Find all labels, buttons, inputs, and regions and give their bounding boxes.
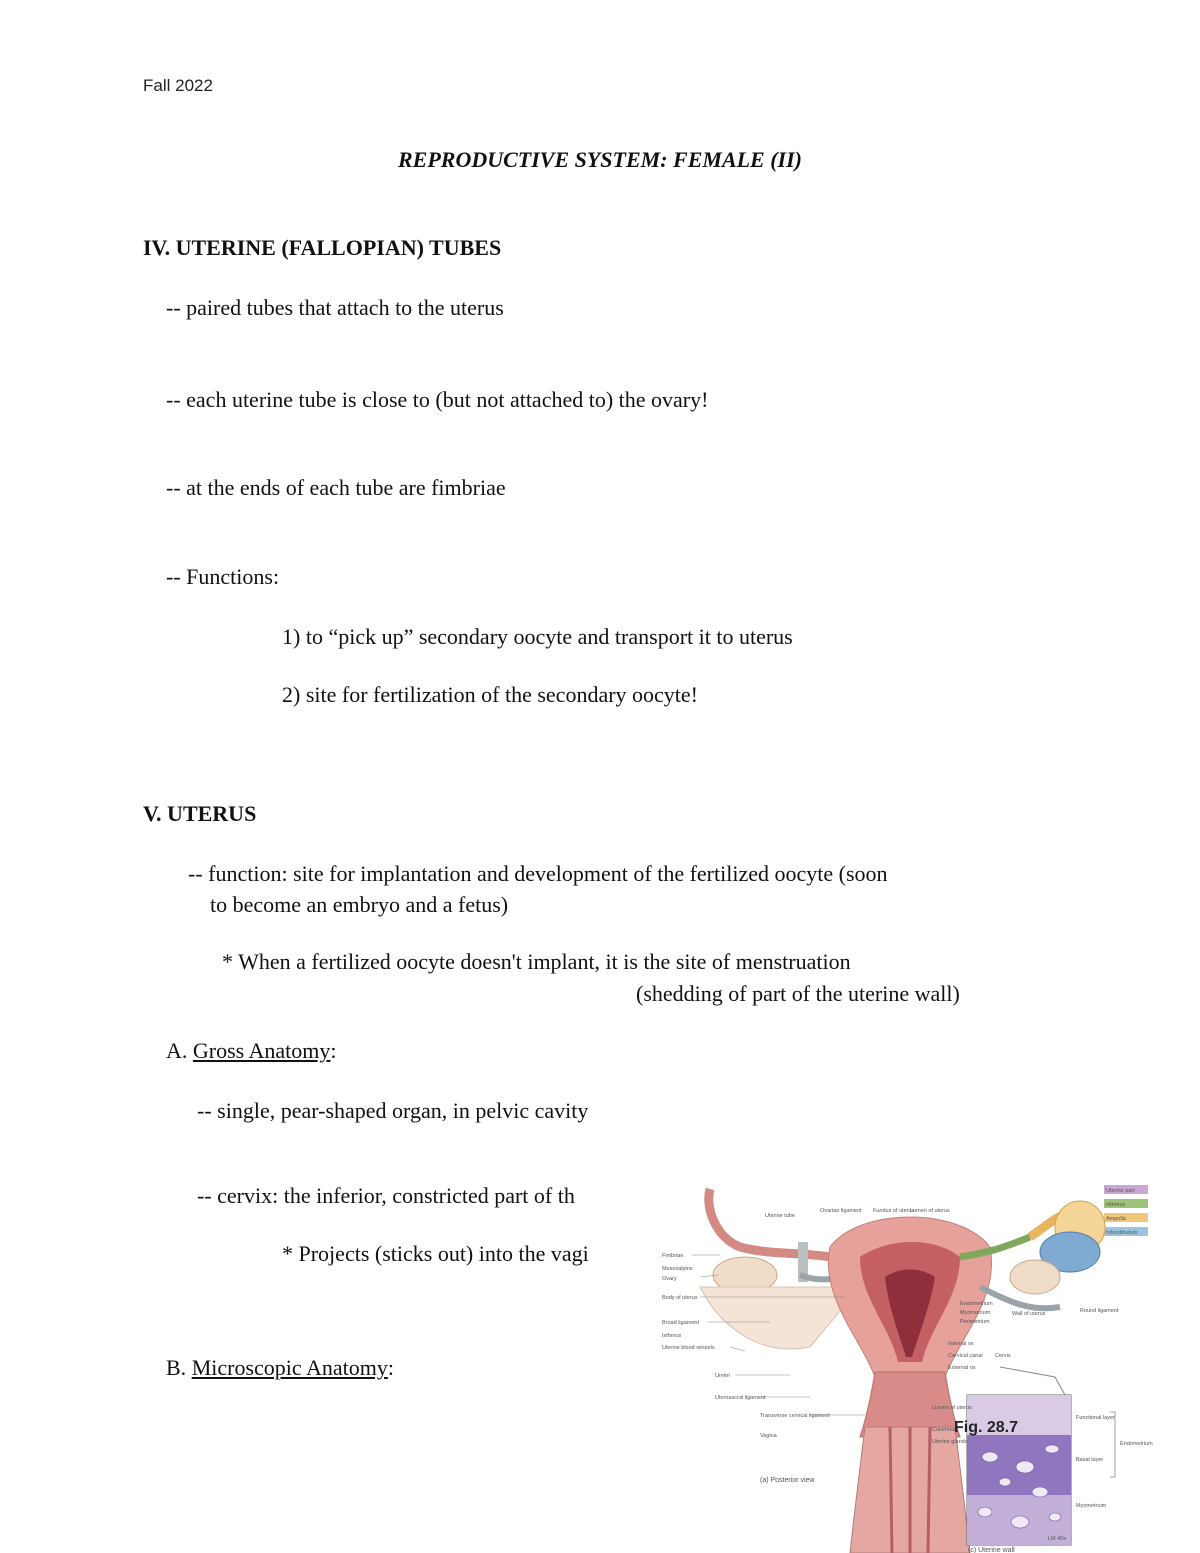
micrograph-pointer — [1000, 1367, 1065, 1395]
label-endometrium: Endometrium — [960, 1301, 993, 1307]
right-ovary-shape — [1010, 1260, 1060, 1294]
key-label-infundibulum: Infundibulum — [1106, 1230, 1138, 1236]
key-label-uterine-part: Uterine part — [1106, 1188, 1135, 1194]
subheading-microscopic-anatomy — [166, 1355, 394, 1381]
label-fundus: Fundus of uterus — [873, 1208, 915, 1214]
label-myometrium: Myometrium — [960, 1310, 991, 1316]
micrograph-panel — [954, 1367, 1071, 1545]
section-heading-uterus: V. UTERUS — [143, 801, 257, 826]
figure-key — [1104, 1185, 1148, 1236]
key-label-ampulla: Ampulla — [1106, 1216, 1126, 1222]
bullet-close-to-ovary: -- each uterine tube is close to (but not attached to) the ovary! — [166, 387, 709, 412]
micro-label: Microscopic Anatomy — [191, 1355, 388, 1380]
subheading-gross-anatomy — [166, 1038, 337, 1064]
label-round-ligament: Round ligament — [1080, 1308, 1119, 1314]
label-fimbriae: Fimbriae — [662, 1253, 684, 1259]
label-wall-of-uterus: Wall of uterus — [1012, 1311, 1046, 1317]
label-isthmus: Isthmus — [662, 1333, 682, 1339]
label-micro-columnar: Columnar — [932, 1427, 956, 1433]
label-ovary: Ovary — [662, 1276, 677, 1282]
uterus-anatomy-illustration — [660, 1177, 1200, 1553]
label-cervical-canal: Cervical canal — [948, 1353, 983, 1359]
label-micro-functional-layer: Functional layer — [1076, 1415, 1115, 1421]
uterus-anatomy-figure — [660, 1177, 1200, 1553]
term-header: Fall 2022 — [143, 76, 213, 95]
label-broad-ligament: Broad ligament — [662, 1320, 699, 1326]
uterus-function-line1: -- function: site for implantation and development of the fertilized oocyte (soon — [188, 861, 888, 886]
page-title: REPRODUCTIVE SYSTEM: FEMALE (II) — [397, 147, 803, 172]
label-internal-os: Internal os — [948, 1341, 974, 1347]
label-cervix: Cervix — [995, 1353, 1011, 1359]
label-uterosacral-ligament: Uterosacral ligament — [715, 1395, 766, 1401]
panel-label-uterine-wall: (c) Uterine wall — [968, 1547, 1015, 1553]
figure-caption: Fig. 28.7 — [954, 1419, 1019, 1436]
label-uterine-blood-vessels: Uterine blood vessels — [662, 1345, 715, 1351]
label-magnification: LM 40x — [1048, 1536, 1067, 1542]
uterus-function-line2: to become an embryo and a fetus) — [210, 892, 509, 917]
menstruation-note-line1: * When a fertilized oocyte doesn't implant, it is the site of menstruation — [222, 949, 851, 974]
gross-line-cervix: -- cervix: the inferior, constricted part of th — [197, 1183, 575, 1208]
gross-colon: : — [330, 1038, 337, 1063]
label-micro-myometrium: Myometrium — [1076, 1503, 1107, 1509]
bullet-fimbriae: -- at the ends of each tube are fimbriae — [166, 475, 506, 500]
label-micro-basal-layer: Basal layer — [1076, 1457, 1104, 1463]
label-ureter: Ureter — [715, 1373, 731, 1379]
gross-label: Gross Anatomy — [192, 1038, 331, 1063]
label-micro-lumen: Lumen of uterus — [932, 1405, 972, 1411]
label-micro-uterine-glands: Uterine glands — [932, 1439, 968, 1445]
label-vagina: Vagina — [760, 1433, 777, 1439]
endometrium-bracket — [1110, 1412, 1115, 1477]
label-transverse-cervical-ligament: Transverse cervical ligament — [760, 1413, 830, 1419]
label-ovarian-ligament: Ovarian ligament — [820, 1208, 862, 1214]
label-perimetrium: Perimetrium — [960, 1319, 990, 1325]
label-mesosalpinx: Mesosalpinx — [662, 1266, 693, 1272]
label-micro-endometrium: Endometrium — [1120, 1441, 1153, 1447]
label-lumen: Lumen of uterus — [910, 1208, 950, 1214]
key-label-isthmus: Isthmus — [1106, 1202, 1126, 1208]
bullet-functions: -- Functions: — [166, 564, 280, 589]
left-uterine-tube-shape — [709, 1189, 830, 1257]
function-item-2: 2) site for fertilization of the secondary oocyte! — [282, 682, 699, 707]
section-heading-uterine-tubes: IV. UTERINE (FALLOPIAN) TUBES — [143, 235, 502, 260]
gross-line-pear-shaped: -- single, pear-shaped organ, in pelvic cavity — [197, 1098, 589, 1123]
micro-colon: : — [387, 1355, 394, 1380]
gross-letter: A. — [166, 1038, 193, 1063]
bullet-paired-tubes: -- paired tubes that attach to the uterus — [166, 295, 504, 320]
menstruation-note-line2: (shedding of part of the uterine wall) — [636, 981, 960, 1006]
label-uterine-tube: Uterine tube — [765, 1213, 795, 1219]
gross-line-projects: * Projects (sticks out) into the vagi — [282, 1241, 589, 1266]
panel-label-posterior-view: (a) Posterior view — [760, 1477, 815, 1484]
micro-letter: B. — [166, 1355, 192, 1380]
label-external-os: External os — [948, 1365, 976, 1371]
function-item-1: 1) to “pick up” secondary oocyte and transport it to uterus — [282, 624, 793, 649]
label-body-of-uterus: Body of uterus — [662, 1295, 698, 1301]
